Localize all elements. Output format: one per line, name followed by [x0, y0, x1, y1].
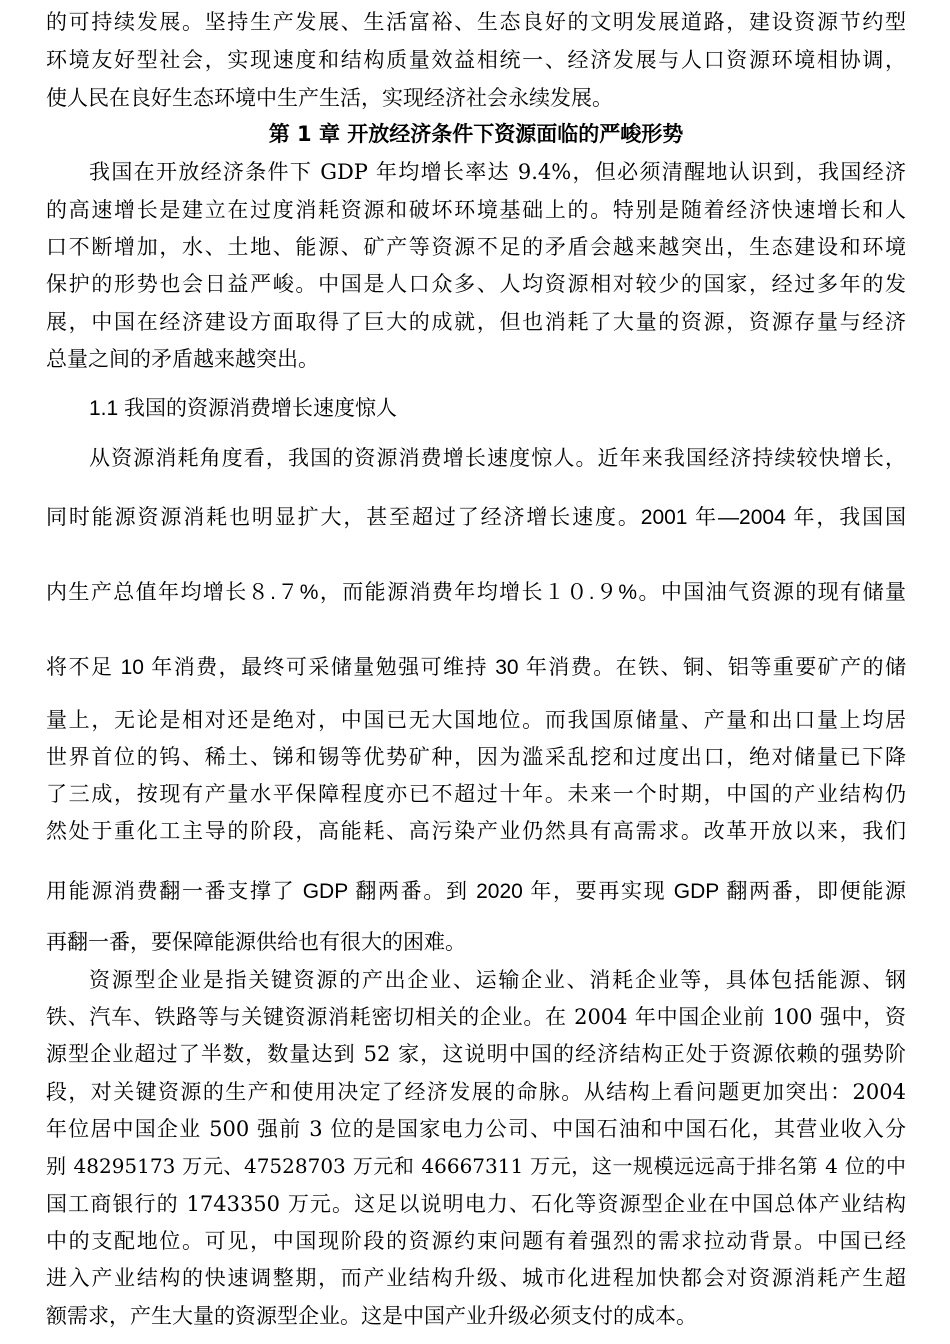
- text-line: 再翻一番，要保障能源供给也有很大的困难。: [46, 931, 466, 954]
- text-line: 的高速增长是建立在过度消耗资源和破坏环境基础上的。特别是随着经济快速增长和人: [46, 198, 906, 222]
- text-line: 别 48295173 万元、47528703 万元和 46667311 万元，这一规模远远高于排名第 4 位的中: [46, 1154, 906, 1178]
- text-line: 然处于重化工主导的阶段，高能耗、高污染产业仍然具有高需求。改革开放以来，我们: [46, 820, 906, 843]
- text-line: 同时能源资源消耗也明显扩大，甚至超过了经济增长速度。2001 年—2004 年，我国国: [46, 506, 906, 529]
- text-line: 了三成，按现有产量水平保障程度亦已不超过十年。未来一个时期，中国的产业结构仍: [46, 783, 906, 806]
- text-line: 中的支配地位。可见，中国现阶段的资源约束问题有着强烈的需求拉动背景。中国已经: [46, 1229, 906, 1253]
- text-line: 将不足 10 年消费，最终可采储量勉强可维持 30 年消费。在铁、铜、铝等重要矿产的储: [46, 656, 906, 679]
- text-line: 展，中国在经济建设方面取得了巨大的成就，但也消耗了大量的资源，资源存量与经济: [46, 310, 906, 334]
- text-line: 国工商银行的 1743350 万元。这足以说明电力、石化等资源型企业在中国总体产业结构: [46, 1192, 906, 1216]
- text-line: 保护的形势也会日益严峻。中国是人口众多、人均资源相对较少的国家，经过多年的发: [46, 272, 906, 296]
- text-line: 铁、汽车、铁路等与关键资源消耗密切相关的企业。在 2004 年中国企业前 100 强中，资: [46, 1005, 906, 1029]
- text-line: 年位居中国企业 500 强前 3 位的是国家电力公司、中国石油和中国石化，其营业收入分: [46, 1117, 906, 1141]
- text-line: 进入产业结构的快速调整期，而产业结构升级、城市化进程加快都会对资源消耗产生超: [46, 1266, 906, 1290]
- text-line: 口不断增加，水、土地、能源、矿产等资源不足的矛盾会越来越突出，生态建设和环境: [46, 235, 906, 259]
- text-line: 世界首位的钨、稀土、锑和锡等优势矿种，因为滥采乱挖和过度出口，绝对储量已下降: [46, 746, 906, 769]
- text-line: 环境友好型社会，实现速度和结构质量效益相统一、经济发展与人口资源环境相协调，: [46, 48, 906, 72]
- chapter-heading: 第 1 章 开放经济条件下资源面临的严峻形势: [268, 122, 684, 146]
- text-line: 我国在开放经济条件下 GDP 年均增长率达 9.4%，但必须清醒地认识到，我国经济: [89, 160, 906, 184]
- text-line: 额需求，产生大量的资源型企业。这是中国产业升级必须支付的成本。: [46, 1304, 697, 1328]
- text-line: 用能源消费翻一番支撑了 GDP 翻两番。到 2020 年，要再实现 GDP 翻两番，即便能源: [46, 880, 906, 903]
- text-line: 量上，无论是相对还是绝对，中国已无大国地位。而我国原储量、产量和出口量上均居: [46, 709, 906, 732]
- text-line: 资源型企业是指关键资源的产出企业、运输企业、消耗企业等，具体包括能源、钢: [89, 968, 906, 992]
- section-heading: 1.1 我国的资源消费增长速度惊人: [89, 397, 398, 420]
- text-line: 从资源消耗角度看，我国的资源消费增长速度惊人。近年来我国经济持续较快增长，: [89, 447, 906, 470]
- text-line: 源型企业超过了半数，数量达到 52 家，这说明中国的经济结构正处于资源依赖的强势阶: [46, 1042, 906, 1066]
- text-line: 段，对关键资源的生产和使用决定了经济发展的命脉。从结构上看问题更加突出：2004: [46, 1080, 906, 1104]
- text-line: 的可持续发展。坚持生产发展、生活富裕、生态良好的文明发展道路，建设资源节约型: [46, 10, 906, 34]
- text-line: 内生产总值年均增长８.７%，而能源消费年均增长１０.９%。中国油气资源的现有储量: [46, 581, 906, 604]
- text-line: 使人民在良好生态环境中生产生活，实现经济社会永续发展。: [46, 86, 613, 110]
- text-line: 总量之间的矛盾越来越突出。: [46, 347, 319, 371]
